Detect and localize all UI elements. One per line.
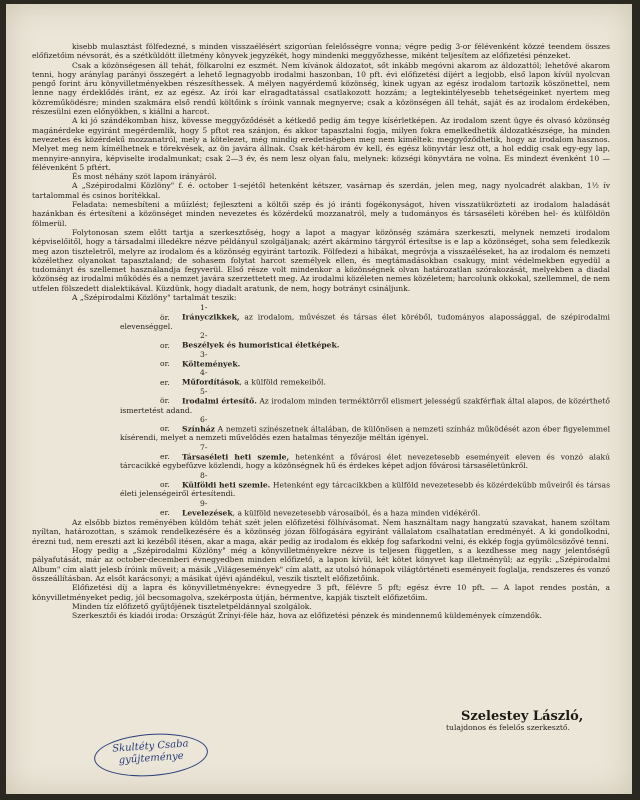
paragraph: Előfizetési díj a lapra és könyvilletményekre: évnegyedre 3 pft, félévre 5 pft; egész évre 10 pft. — A lapot rendes postán, a könyvilletményeket pedig, jól becsomagolva, szekérposta útján, bérmentve, kapják tisztelt előfizetőim. <box>32 583 610 602</box>
paragraph: És most néhány szót lapom irányáról. <box>72 172 217 182</box>
signature-name: Szelestey László, <box>461 709 584 724</box>
list-item: 1-ör. Irányczikkek, az irodalom, művészet és társas élet köréből, tudományos alapossággal, de szépirodalmi elevenséggel. <box>120 303 610 331</box>
stamp-line-2: gyűjteménye <box>118 750 185 767</box>
list-item: 7-er. Társaséleti heti szemle, hetenként a fővárosi élet nevezetesebb eseményeit eleven és vonzó alakú tárcacikké egybefűzve közlendi, hogy a közönségnek hű és érdekes képet adjon fővárosi társaséletünkről. <box>120 442 610 471</box>
list-item: 8-or. Külföldi heti szemle. Hetenként egy tárcacikkben a külföld nevezetesebb és közérdekűbb műveiről és társas életi jelenségeiről értesítendi. <box>120 470 610 499</box>
paragraph: kisebb mulasztást fölfedezné, s minden visszaélésért szigorúan felelősségre vonna; végre pedig 3-or félévenként közzé teendem összes előfizetőim névsorát, és a szétküldött illetmény könyvek jegyzékét, hogy mindenki meggyőzhesse, miként teljesítem az előfizetési pénzeket. <box>32 42 610 61</box>
paragraph: Feladata: nemesbíteni a műízlést; fejleszteni a költői szép és jó iránti fogékonyságot, híven visszatükrözteti az irodalom haladását hazánkban és értesíteni a közönséget minden nevezetes és közérdekű mozzanatról, mely a tudományos és társaséleti körében hel- és külföldön fölmerül. <box>32 200 610 228</box>
signature-title: tulajdonos és felelős szerkesztő. <box>446 723 570 732</box>
paragraph: A „Szépirodalmi Közlöny" tartalmát teszik: <box>72 293 237 303</box>
paragraph: Hogy pedig a „Szépirodalmi Közlöny" még a könyvilletményekre nézve is teljesen független, s a kezdhesse meg nagy jelentőségű pályafutását, már az october-decemberi évnegyedben minden előfizető, a lapon kívül, két kötet könyvet kap illetményül; az egyik: „Szépirodalmi Album" cím alatt jelesb íróink műveit; a másik „Világesemények" cím alatt, az utolsó hónapok világtörténeti eseményeit foglalja, rendszeres és vonzó összeállításban. Az elsőt karácsonyi; a másikat újévi ajándékul, veszik tisztelt előfizetőink. <box>32 546 610 583</box>
paragraph: Az elsőbb biztos reményében küldöm tehát szét jelen előfizetési fölhívásomat. Nem használtam nagy hangzatú szavakat, hanem szóltam nyíltan, határozottan, s számok rendelkezésére és a közönség józan fölfogására egyiránt vállalatom csalhatatlan eredményét. A ki gondolkodni, érezni tud, nem ereszti azt ki kezéből itésen, akar a maga, akár pedig az irodalom és ekkép fog safarkodni velni, és ekkép fogja gyümölcsözővé tenni. <box>32 518 610 546</box>
content-list <box>120 303 610 517</box>
list-item: 6-or. Színház A nemzeti színészetnek általában, de különösen a nemzeti színház működését azon éber figyelemmel kísérendi, melyet a nemzeti művelődés ezen hatalmas tényezője méltán igényel. <box>120 414 610 443</box>
paragraph: Minden tíz előfizető gyűjtőjének tiszteletpéldánnyal szolgálok. <box>72 601 312 611</box>
list-item: 2-or. Beszélyek és humoristicai életképek. <box>160 331 340 350</box>
document-body <box>32 42 610 620</box>
paragraph: Folytonosan szem előtt tartja a szerkesztőség, hogy a lapot a magyar közönség számára szerkeszti, melynek nemzeti irodalom képviselőitől, hogy a társadalmi illedékre nézve példányul szolgáljanak; azért akármino tárgyról értesítse is e lap a közönséget, soha sem feledkezik meg azon tiszteletről, melyre az irodalom és a közönség egyiránt tartozik. Fölfedezi a hibákat, megróvja a visszaéléseket, ha az irodalom és nemzeti közélethez olyanokat tapasztaland; de sohasem folytat harcot személyek ellen, és megtámadásokban csakugy, mint védelmekben egyedül a tudományt és szellemet használandja fegyverül. Első része volt mindenkor a közönségnek olvan határozatlan szórakozását, melyekben a diadal közönség az irodalmi működés és a nemzet javára szerzettetett meg. Az irodalmi közéleten nemes közéletem; harcolunk okkokal, szellemmel, de nem utfelen fölszedett dialektikával. Küzdünk, hogy diadalt aratunk, de nem, hogy botrányt csináljunk. <box>32 227 610 293</box>
paragraph: A ki jó szándékomban hisz, kövesse meggyőződését a kétkedő pedig ám tegye kísérletképen. Az irodalom szent ügye és olvasó közönség magánérdeke egyiránt megérdemlik, hogy 5 pftot rea szánjon, és akkor tapasztalni fogja, milyen fokra emelkedhetik áldozatkészsége, ha minden nevezetes és közérdekű mozzanatról, mely a kötelezet, még mindig eredetiségben meg nem kiméltek: meggyőződhetik, hogy az irodalom hasznos. Melyet meg nem kímélhetnek e törekvések, az ön javára állnak. Csak két-három év kell, és egész könyvtár lesz ott, a hol eddig csak egy-egy lap, mennyire-annyira, képviselte irodalmunkat; csak 2—3 év, és nem lesz olyan falu, melynek: községi könyvtára ne volna. Es mindezt évenként 10 — félévenként 5 pftért. <box>32 116 610 172</box>
list-item: 9-er. Levelezések, a külföld nevezetesebb városaiból, és a haza minden vidékéről. <box>160 498 481 517</box>
paragraph: A „Szépirodalmi Közlöny" f. é. october 1-sejétől hetenként kétszer, vasárnap és szerdán, jelen meg, nagy nyolcadrét alakban, 1½ ív tartalommal és csinos borítékkal. <box>32 181 610 200</box>
collection-stamp <box>93 730 210 780</box>
list-item: 5-ör. Irodalmi értesítő. Az irodalom minden terméktörről elismert jelességű szakférfiak által alapos, de közérthető ismertetést adand. <box>120 386 610 415</box>
list-item: 4-er. Műfordítások, a külföld remekeiből. <box>160 368 326 387</box>
stamp-line-1: Skultéty Csaba <box>111 738 189 755</box>
document-page <box>6 4 632 794</box>
paragraph: Csak a közönségesen áll tehát, fölkarolni ez eszmét. Nem kívánok áldozatot, sőt inkább megóvni akarom az áldozattól; lehetővé akarom tenni, hogy aránylag parányi összegért a lehető legnagyobb irodalmi haszonban, 10 pft. évi előfizetési díjért a legjobb, első lapon kívül nyolcvan pengő forint áru könyvilletményekben részesíthessek. A mélyen nagyérdemű közönség, kinek ugyan az egész irodalom tartozik köszönettel, nem lenne nagy érdeklődés iránt, ez az egész. Az írói kar elragadtatással csatlakozott hozzám; a legtekintélyesebb tehetségeinket nyertem meg közreműködésre; minden szakmára első rendű költőink s íróink vannak megnyerve; csak a közönségen áll tehát, saját és az irodalom érdekében, részesülni ezen előnyökben, s kiállni a harcot. <box>32 60 610 117</box>
paragraph: Szerkesztői és kiadói iroda: Országút Zrínyi-féle ház, hova az előfizetési pénzek és mindennemű küldemények címzendők. <box>72 611 542 621</box>
list-item: 3-or. Költemények. <box>160 349 241 369</box>
